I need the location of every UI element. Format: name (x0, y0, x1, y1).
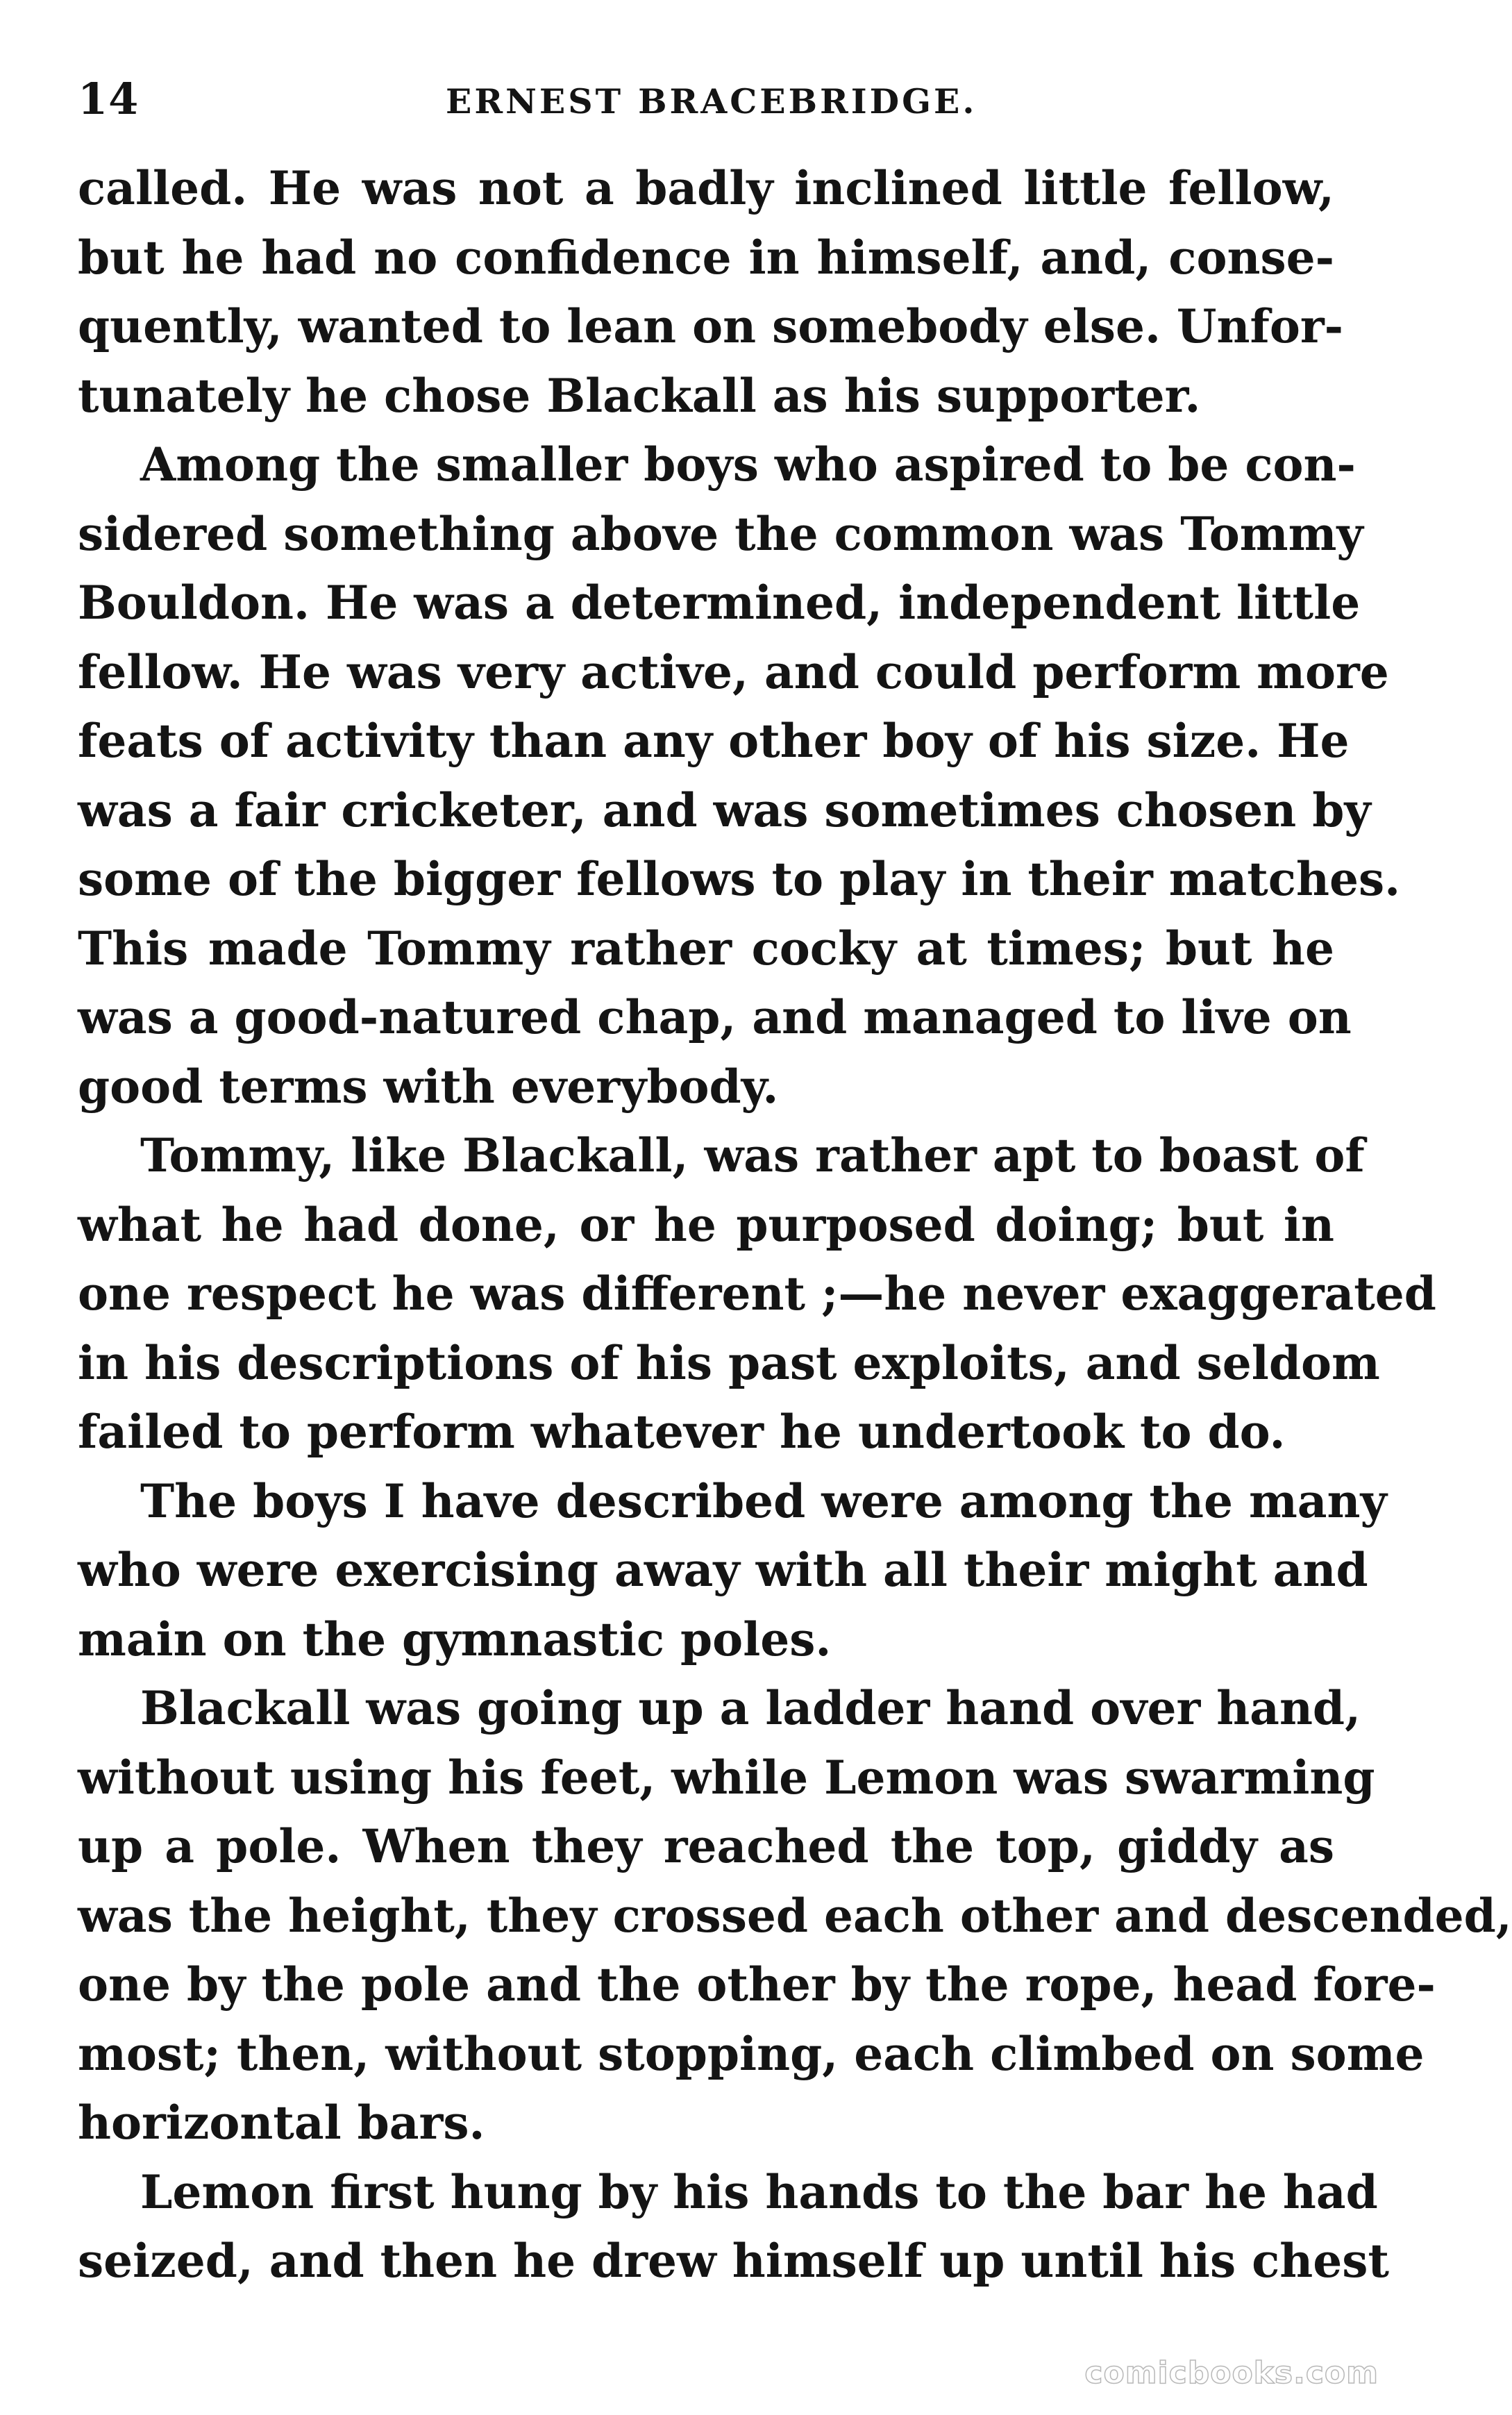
text-line: main on the gymnastic poles. (78, 1612, 832, 1666)
text-line: quently, wanted to lean on somebody else. Unfor- (78, 299, 1344, 353)
running-title: ERNEST BRACEBRIDGE. (446, 81, 977, 122)
text-line: what he had done, or he purposed doing; but in (78, 1197, 1334, 1252)
text-line: was a good-natured chap, and managed to live on (78, 990, 1352, 1044)
text-line: fellow. He was very active, and could perform more (78, 644, 1389, 699)
body-text (78, 154, 1512, 2296)
text-line: was a fair cricketer, and was sometimes chosen by (78, 783, 1371, 837)
text-line: in his descriptions of his past exploits, and seldom (78, 1335, 1380, 1390)
text-line: Tommy, like Blackall, was rather apt to boast of (140, 1128, 1365, 1183)
text-line: failed to perform whatever he undertook to do. (78, 1405, 1286, 1459)
text-line: feats of activity than any other boy of his size. He (78, 714, 1350, 768)
text-line: The boys I have described were among the many (140, 1473, 1387, 1528)
text-line: Bouldon. He was a determined, independent little (78, 576, 1361, 630)
text-line: tunately he chose Blackall as his supporter. (78, 368, 1201, 423)
page-number: 14 (78, 74, 140, 124)
text-line: Blackall was going up a ladder hand over hand, (140, 1681, 1361, 1735)
text-line: horizontal bars. (78, 2096, 485, 2150)
text-line: up a pole. When they reached the top, giddy as (78, 1819, 1334, 1873)
text-line: some of the bigger fellows to play in their matches. (78, 852, 1401, 906)
running-head (78, 68, 1334, 131)
text-line: without using his feet, while Lemon was swarming (78, 1750, 1375, 1805)
text-line: most; then, without stopping, each climbed on some (78, 2026, 1425, 2081)
text-line: Among the smaller boys who aspired to be con- (140, 437, 1356, 492)
watermark: comicbooks.com (1084, 2355, 1379, 2391)
text-line: good terms with everybody. (78, 1059, 779, 1114)
text-line: one by the pole and the other by the rope, head fore- (78, 1957, 1436, 2012)
text-line: one respect he was different ;—he never exaggerated (78, 1267, 1436, 1321)
text-line: who were exercising away with all their might and (78, 1543, 1368, 1597)
text-line: was the height, they crossed each other and descended, (78, 1888, 1512, 1943)
text-line: sidered something above the common was Tommy (78, 506, 1363, 561)
text-line: This made Tommy rather cocky at times; but he (78, 921, 1334, 976)
text-line: Lemon first hung by his hands to the bar he had (140, 2164, 1378, 2219)
text-line: but he had no confidence in himself, and, conse- (78, 230, 1334, 285)
text-line: seized, and then he drew himself up until his chest (78, 2234, 1389, 2288)
text-line: called. He was not a badly inclined little fellow, (78, 161, 1334, 215)
